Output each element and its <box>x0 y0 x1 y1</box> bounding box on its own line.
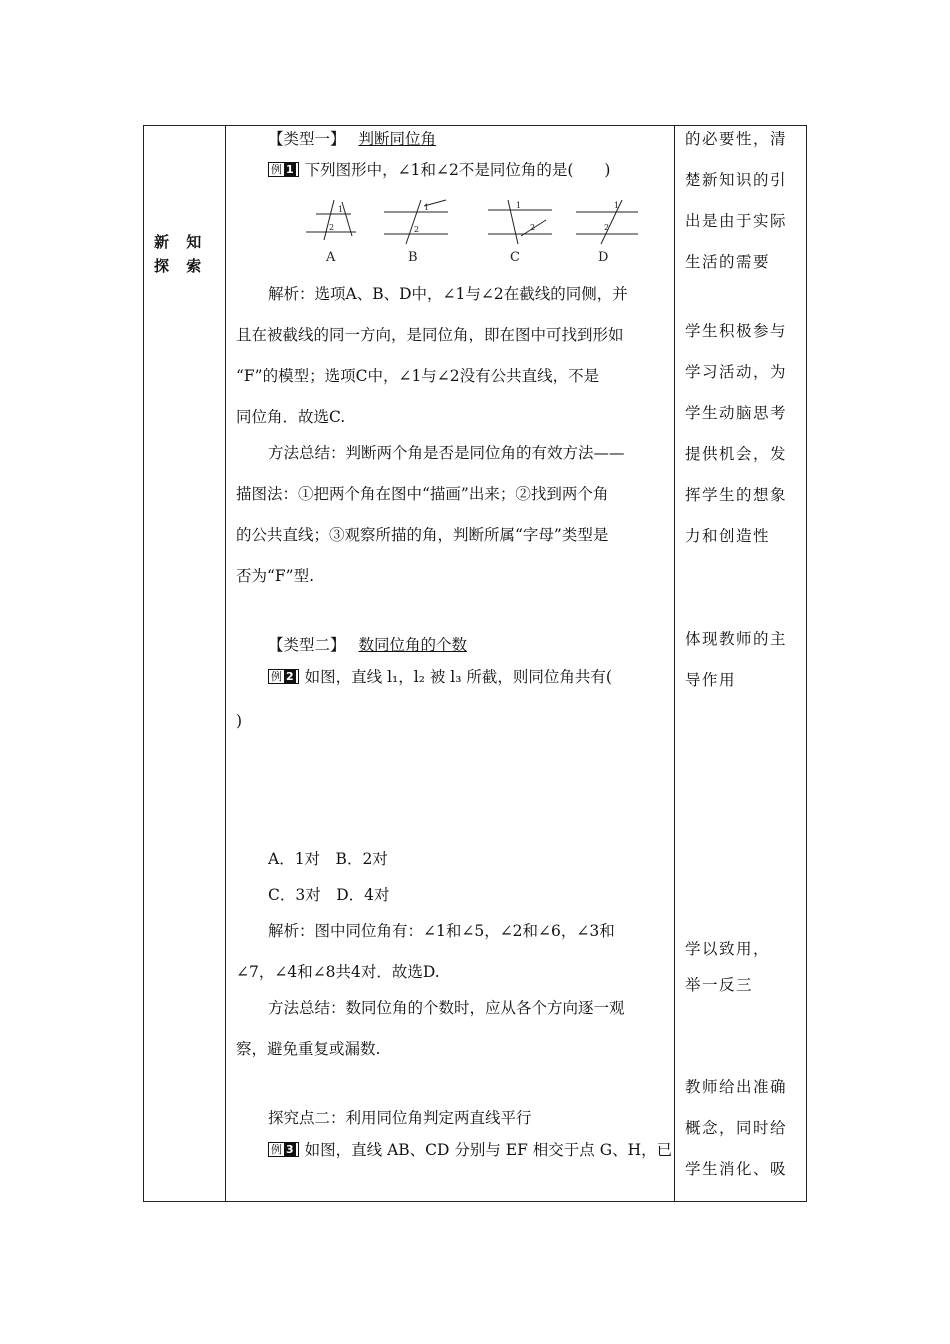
example2-text: 如图，直线 l₁，l₂ 被 l₃ 所截，则同位角共有( <box>304 668 612 686</box>
note-line: 力和创造性 <box>685 527 771 545</box>
example2-badge: 例 2 <box>268 669 299 684</box>
angle-mark: 2 <box>604 223 610 232</box>
analysis2-line: 解析：图中同位角有：∠1和∠5，∠2和∠6，∠3和 <box>268 922 615 940</box>
type2-heading <box>268 634 467 656</box>
note-line: 导作用 <box>685 671 737 689</box>
figure-label-d: D <box>598 250 609 265</box>
example3-text: 如图，直线 AB、CD 分别与 EF 相交于点 G、H，已 <box>304 1141 673 1159</box>
angle-mark: 2 <box>530 223 536 232</box>
angle-mark: 1 <box>424 203 430 212</box>
column-divider <box>674 126 675 1201</box>
type1-title: 判断同位角 <box>358 130 436 148</box>
figure-label-b: B <box>408 250 418 265</box>
example1-question <box>268 159 610 181</box>
angle-mark: 1 <box>516 201 522 210</box>
summary1-line: 的公共直线；③观察所描的角，判断所属“字母”类型是 <box>236 526 609 544</box>
note-line: 生活的需要 <box>685 253 771 271</box>
lesson-table <box>143 125 807 1202</box>
analysis1-line: 且在被截线的同一方向，是同位角，即在图中可找到形如 <box>236 326 624 344</box>
type1-heading <box>268 128 436 150</box>
figure-label-a: A <box>326 250 336 265</box>
column-divider <box>225 126 226 1201</box>
example1-figures <box>226 186 675 266</box>
analysis1-line: “F”的模型；选项C中，∠1与∠2没有公共直线，不是 <box>236 367 600 385</box>
example2-question-end: ) <box>236 712 243 730</box>
note-line: 举一反三 <box>685 976 754 994</box>
note-line: 楚新知识的引 <box>685 171 788 189</box>
figure-a-line <box>342 202 352 236</box>
note-line: 体现教师的主 <box>685 630 788 648</box>
summary1-line: 否为“F”型. <box>236 567 315 585</box>
figure-a-line <box>324 200 334 240</box>
figure-b-line <box>406 200 421 244</box>
note-line: 的必要性，清 <box>685 130 788 148</box>
angle-mark: 2 <box>329 223 335 232</box>
note-line: 学生动脑思考 <box>685 404 788 422</box>
note-line: 教师给出准确 <box>685 1078 788 1096</box>
example1-text: 下列图形中，∠1和∠2不是同位角的是( ) <box>304 161 611 179</box>
angle-mark: 1 <box>614 201 620 210</box>
figure-label-c: C <box>510 250 520 265</box>
summary2-line: 察，避免重复或漏数. <box>236 1040 381 1058</box>
example3-badge: 例 3 <box>268 1142 299 1157</box>
note-line: 出是由于实际 <box>685 212 788 230</box>
summary2-line: 方法总结：数同位角的个数时，应从各个方向逐一观 <box>268 999 625 1017</box>
note-line: 挥学生的想象 <box>685 486 788 504</box>
section-label: 新 知 探 索 <box>154 233 208 275</box>
example2-options: C．3对 D．4对 <box>268 886 390 904</box>
note-line: 学生消化、吸 <box>685 1160 788 1178</box>
type2-title: 数同位角的个数 <box>358 636 467 654</box>
example3-question <box>268 1139 672 1161</box>
angle-mark: 2 <box>414 225 420 234</box>
example1-badge: 例 1 <box>268 162 299 177</box>
summary1-line: 方法总结：判断两个角是否是同位角的有效方法—— <box>268 444 625 462</box>
summary1-line: 描图法：①把两个角在图中“描画”出来；②找到两个角 <box>236 485 609 503</box>
note-line: 概念，同时给 <box>685 1119 788 1137</box>
angle-mark: 1 <box>338 205 344 214</box>
note-line: 学以致用， <box>685 940 771 958</box>
example2-question <box>268 666 612 688</box>
type2-bracket: 【类型二】 <box>268 636 346 654</box>
point2-title: 探究点二：利用同位角判定两直线平行 <box>268 1109 532 1127</box>
note-line: 学生积极参与 <box>685 322 788 340</box>
analysis2-line: ∠7，∠4和∠8共4对．故选D. <box>236 963 440 981</box>
note-line: 学习活动，为 <box>685 363 788 381</box>
type1-bracket: 【类型一】 <box>268 130 346 148</box>
analysis1-line: 解析：选项A、B、D中，∠1与∠2在截线的同侧，并 <box>268 285 628 303</box>
analysis1-line: 同位角．故选C. <box>236 408 346 426</box>
example2-options: A．1对 B．2对 <box>268 850 388 868</box>
note-line: 提供机会，发 <box>685 445 788 463</box>
